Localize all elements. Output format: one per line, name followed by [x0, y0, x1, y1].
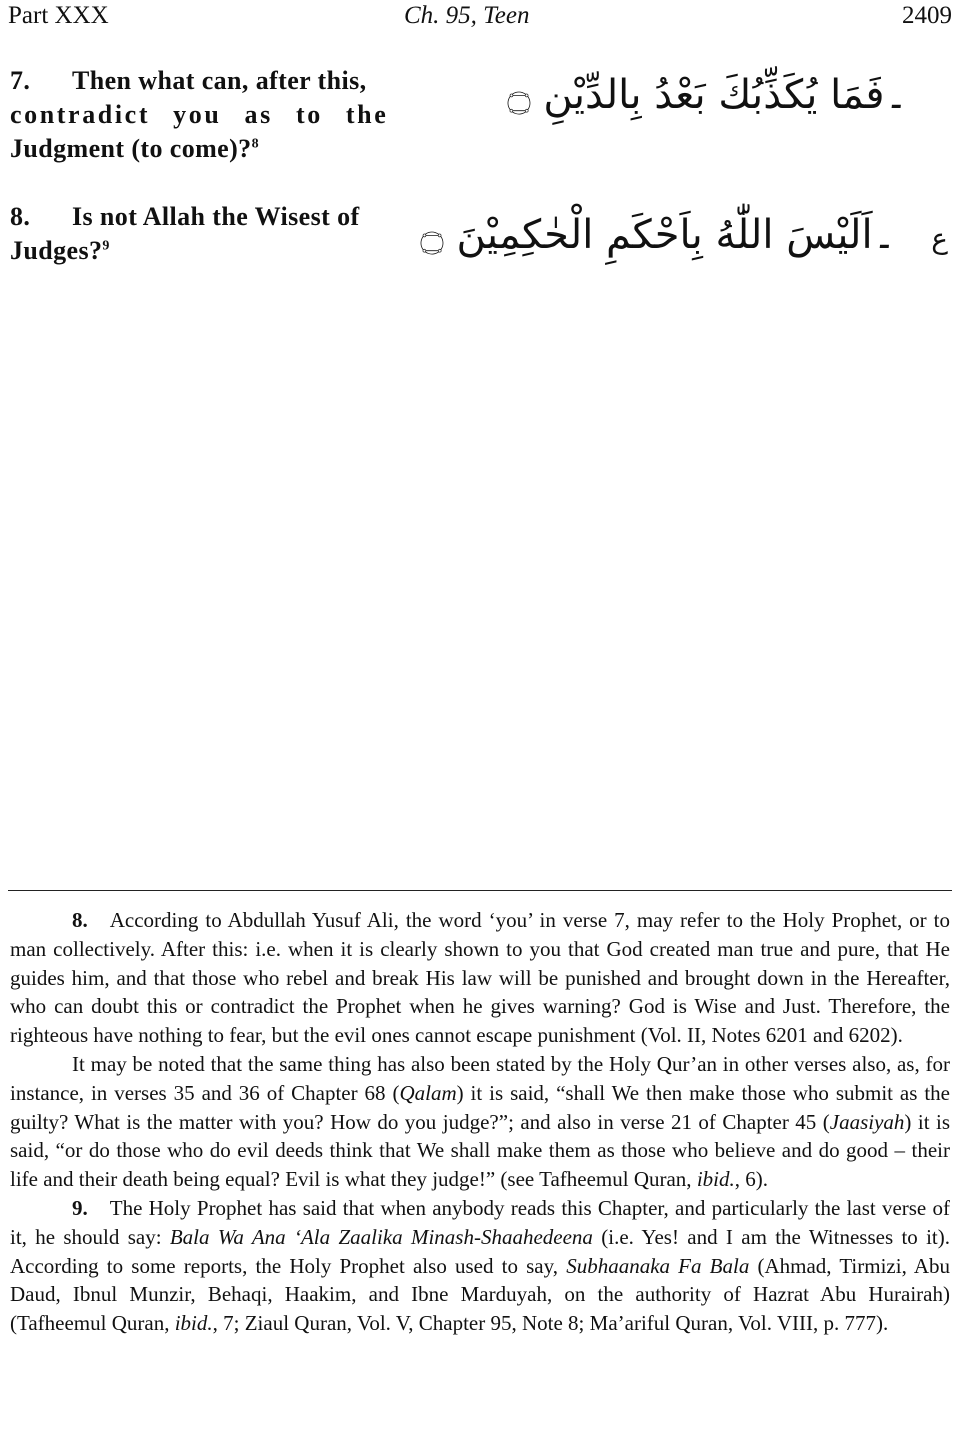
footnote-italic: Subhaanaka Fa Bala — [566, 1253, 750, 1278]
footnote-number: 9. — [72, 1195, 88, 1220]
verse-line: Judges? — [10, 236, 103, 265]
footnote-ref: 8 — [251, 136, 259, 152]
footnote-text: It may be noted that the same thing has also been stated by the Holy Qur’an in other verses also, as, for instance, in verses 35 and 36 of Chapter 68 ( — [10, 1051, 950, 1105]
verse-line: Then what can, after this, — [72, 66, 367, 95]
footnote-text: (i.e. Yes! and I am the Witnesses to it). According to some reports, the Holy Prophet also used to say, — [10, 1224, 951, 1278]
footnote-italic: Jaasiyah — [829, 1109, 905, 1134]
footnote-italic: Qalam — [399, 1080, 457, 1105]
page-number: 2409 — [902, 2, 952, 29]
footnote-8 — [10, 906, 950, 1050]
footnotes — [10, 906, 950, 1338]
chapter-title: Ch. 95, Teen — [404, 2, 530, 29]
verse-8-translation — [10, 200, 418, 268]
verse-7-arabic: ۔فَمَا يُكَذِّبُكَ بَعْدُ بِالدِّيْنِ ۝ — [507, 72, 908, 118]
verse-8-arabic: ۔اَلَيْسَ اللّٰهُ بِاَحْكَمِ الْحٰكِمِيْنَ ۝ — [420, 212, 896, 258]
verse-line: Judgment (to come)? — [10, 134, 252, 163]
footnote-text: The Holy Prophet has said that when anybody reads this Chapter, and particularly the last verse of it, he should say: — [10, 1195, 950, 1249]
footnote-text: ) it is said, “shall We then make those who submit as the guilty? What is the matter with you? How do you judge?”; and also in verse 21 of Chapter 45 ( — [10, 1080, 950, 1134]
rukuh-mark: ع — [931, 222, 948, 255]
footnote-text: According to Abdullah Yusuf Ali, the word ‘you’ in verse 7, may refer to the Holy Prophet, or to man collectively. After this: i.e. when it is clearly shown to you that God created man true and pure, that He guides him, and that those who rebel and break His law will be punished and brought down in the Hereafter, who can doubt this or contradict the Prophet when he gives warning? God is Wise and Just. Therefore, the righteous have nothing to fear, but the evil ones cannot escape punishment (Vol. II, Notes 6201 and 6202). — [10, 908, 950, 1048]
verse-number: 8. — [10, 202, 31, 231]
footnote-italic: ibid. — [696, 1167, 735, 1192]
footnote-divider — [8, 890, 952, 891]
footnote-text: (Ahmad, Tirmizi, Abu Daud, Ibnul Munzir, Behaqi, Haakim, and Ibne Marduyah, on the authority of Hazrat Abu Hurairah) (Tafheemul Quran, — [10, 1253, 950, 1336]
part-label: Part XXX — [8, 2, 109, 29]
verse-number: 7. — [10, 66, 31, 95]
footnote-text: ) it is said, “or do those who do evil deeds think that We shall make them as those who believe and do good – their life and their death being equal? Evil is what they judge!” (see Tafheemul Quran, — [10, 1109, 951, 1192]
footnote-text: , 6). — [734, 1167, 768, 1192]
page-header — [8, 2, 952, 32]
footnote-italic: Bala Wa Ana ‘Ala Zaalika Minash-Shaahedeena — [169, 1224, 593, 1249]
footnote-number: 8. — [72, 908, 88, 932]
verse-line: contradict you as to the — [10, 100, 389, 129]
footnote-text: , 7; Ziaul Quran, Vol. V, Chapter 95, Note 8; Ma’ariful Quran, Vol. VIII, p. 777). — [212, 1311, 889, 1336]
verse-line: Is not Allah the Wisest of — [72, 202, 360, 231]
verse-7-translation — [10, 64, 418, 166]
footnote-9 — [10, 1194, 950, 1338]
footnote-ref: 9 — [102, 238, 110, 254]
footnote-8-continued — [10, 1050, 950, 1194]
footnote-italic: ibid. — [174, 1311, 213, 1336]
